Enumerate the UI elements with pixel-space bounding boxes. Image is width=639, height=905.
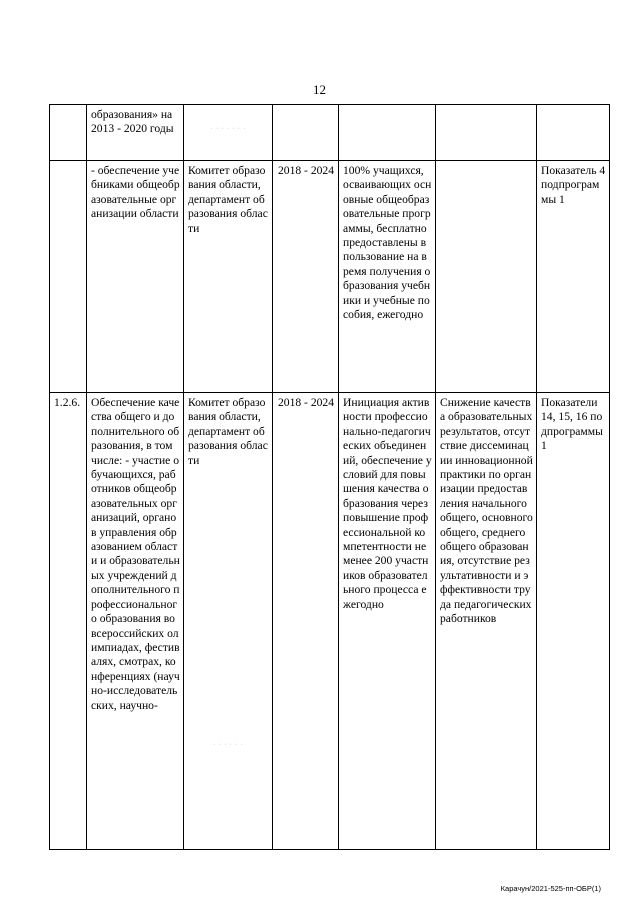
measure-cell: образования» на 2013 - 2020 годы	[87, 105, 184, 161]
program-measures-table	[49, 104, 610, 850]
result-cell	[339, 105, 436, 161]
measure-cell: Обеспечение качества общего и дополнительного образования, в том числе: - участие обучающихся, работников общеобразовательных организаций, органов управления образованием области и образовательных учреждений дополнительного профессионального образования во всероссийских олимпиадах, фестивалях, смотрах, конференциях (научно-исследовательских, научно-	[87, 393, 184, 850]
executor-cell: Комитет образования области, департамент образования области	[184, 161, 273, 393]
row-number-cell	[50, 105, 87, 161]
consequence-cell: Снижение качества образовательных результатов, отсутствие диссеминации инновационной практики по организации предоставления начального общего, основного общего, среднего общего образования, отсутствие результативности и эффективности труда педагогических работников	[436, 393, 537, 850]
page-number: 12	[313, 82, 326, 97]
result-cell: Инициация активности профессионально-педагогических объединений, обеспечение условий для повышения качества образования через повышение профессиональной компетентности не менее 200 участников образовательного процесса ежегодно	[339, 393, 436, 850]
faint-stamp-mark: · · · · · · ·	[210, 126, 247, 132]
document-footer-code: Карачун/2021-525-пп-ОБР(1)	[500, 884, 601, 893]
indicator-cell: Показатели 14, 15, 16 подпрограммы 1	[537, 393, 610, 850]
table-row	[50, 393, 610, 850]
row-number-cell: 1.2.6.	[50, 393, 87, 850]
indicator-cell	[537, 105, 610, 161]
indicator-cell: Показатель 4 подпрограммы 1	[537, 161, 610, 393]
period-cell: 2018 - 2024	[273, 393, 339, 850]
consequence-cell	[436, 105, 537, 161]
period-cell: 2018 - 2024	[273, 161, 339, 393]
table-row	[50, 105, 610, 161]
result-cell: 100% учащихся, осваивающих основные общеобразовательные программы, бесплатно предоставлены в пользование на время получения образования учебники и учебные пособия, ежегодно	[339, 161, 436, 393]
table-row	[50, 161, 610, 393]
row-number-cell	[50, 161, 87, 393]
executor-text: Комитет образования области, департамент образования области	[188, 396, 268, 467]
executor-cell	[184, 393, 273, 850]
faint-stamp-mark: · · · · · ·	[213, 742, 244, 749]
executor-cell	[184, 105, 273, 161]
period-cell	[273, 105, 339, 161]
measure-cell: - обеспечение учебниками общеобразовательные организации области	[87, 161, 184, 393]
consequence-cell	[436, 161, 537, 393]
